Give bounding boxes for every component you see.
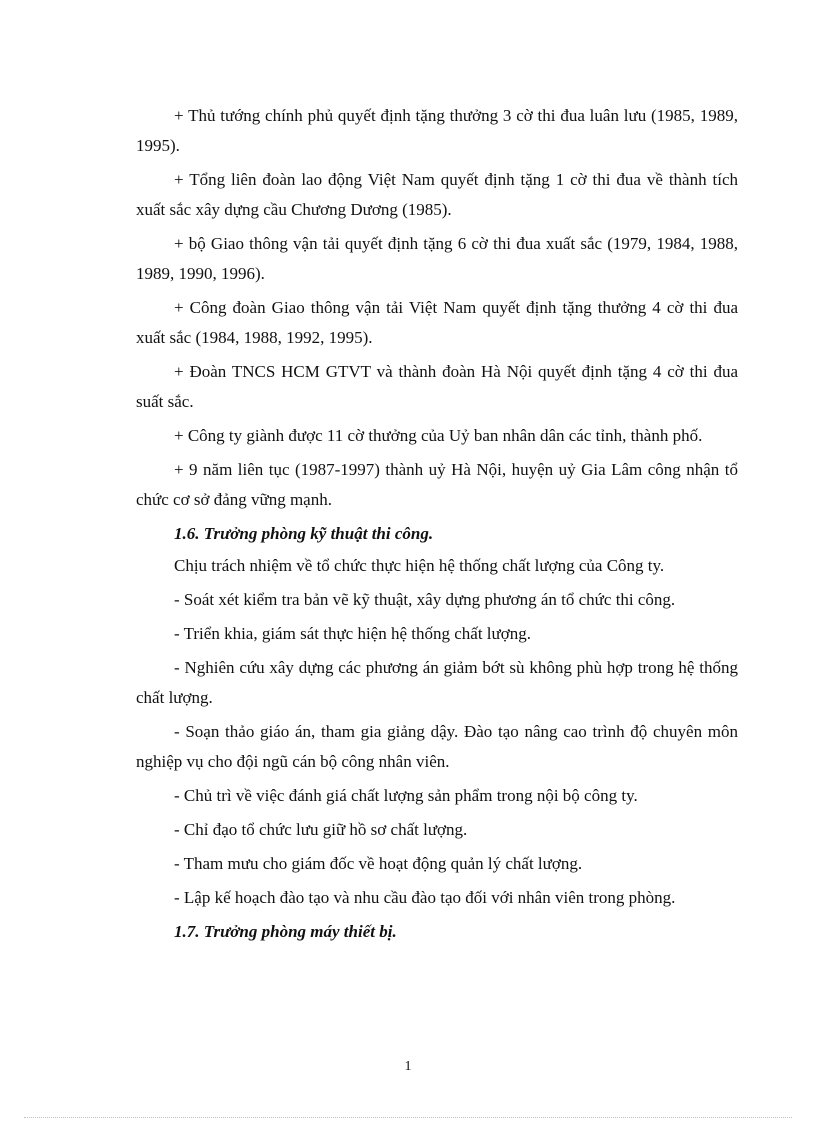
award-item: + 9 năm liên tục (1987-1997) thành uỷ Hà Nội, huyện uỷ Gia Lâm công nhận tổ chức cơ sở đảng vững mạnh. [136, 460, 738, 509]
section-intro: Chịu trách nhiệm về tổ chức thực hiện hệ thống chất lượng của Công ty. [174, 556, 665, 575]
award-item: + Công đoàn Giao thông vận tải Việt Nam quyết định tặng thưởng 4 cờ thi đua xuất sắc (1984, 1988, 1992, 1995). [136, 298, 738, 347]
page-bottom-divider [24, 1117, 792, 1118]
duty-item: - Chỉ đạo tổ chức lưu giữ hồ sơ chất lượng. [174, 820, 468, 839]
document-body [136, 101, 738, 949]
duty-item: - Nghiên cứu xây dựng các phương án giảm bớt sù không phù hợp trong hệ thống chất lượng. [136, 658, 738, 707]
section-heading-1-7: 1.7. Trưởng phòng máy thiết bị. [174, 922, 397, 941]
section-heading-1-6: 1.6. Trưởng phòng kỹ thuật thi công. [174, 524, 434, 543]
duty-item: - Chủ trì về việc đánh giá chất lượng sản phẩm trong nội bộ công ty. [174, 786, 638, 805]
duty-item: - Tham mưu cho giám đốc về hoạt động quản lý chất lượng. [174, 854, 583, 873]
award-item: + Thủ tướng chính phủ quyết định tặng thưởng 3 cờ thi đua luân lưu (1985, 1989, 1995). [136, 106, 738, 155]
award-item: + Tổng liên đoàn lao động Việt Nam quyết định tặng 1 cờ thi đua về thành tích xuất sắc xây dựng cầu Chương Dương (1985). [136, 170, 738, 219]
duty-item: - Lập kế hoạch đào tạo và nhu cầu đào tạo đối với nhân viên trong phòng. [174, 888, 676, 907]
page-number: 1 [404, 1059, 412, 1074]
duty-item: - Soạn thảo giáo án, tham gia giảng dậy. Đào tạo nâng cao trình độ chuyên môn nghiệp vụ cho đội ngũ cán bộ công nhân viên. [136, 722, 738, 771]
award-item: + bộ Giao thông vận tải quyết định tặng 6 cờ thi đua xuất sắc (1979, 1984, 1988, 1989, 1990, 1996). [136, 234, 738, 283]
award-item: + Công ty giành được 11 cờ thưởng của Uỷ ban nhân dân các tỉnh, thành phố. [174, 426, 703, 445]
award-item: + Đoàn TNCS HCM GTVT và thành đoàn Hà Nội quyết định tặng 4 cờ thi đua suất sắc. [136, 362, 738, 411]
duty-item: - Soát xét kiểm tra bản vẽ kỹ thuật, xây dựng phương án tổ chức thi công. [174, 590, 676, 609]
duty-item: - Triển khia, giám sát thực hiện hệ thống chất lượng. [174, 624, 531, 643]
